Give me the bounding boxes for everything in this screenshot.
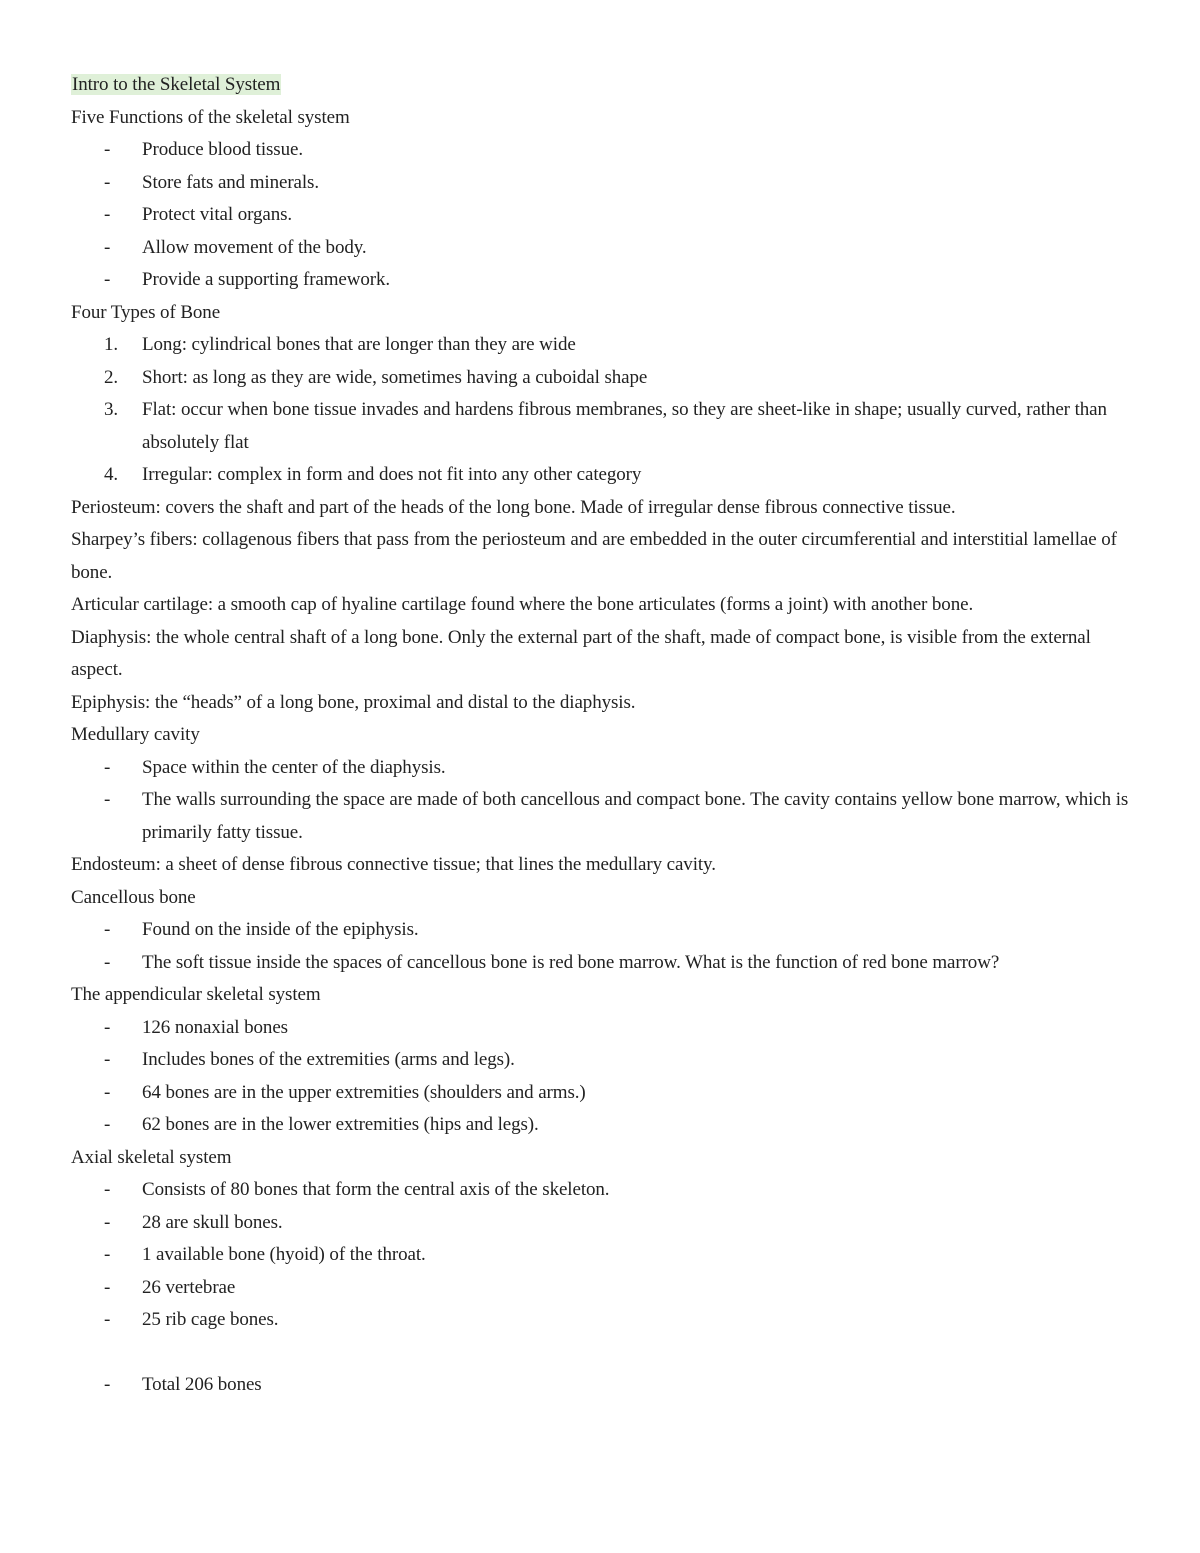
item-number: 2. [104, 366, 119, 388]
list-item-text: 1 available bone (hyoid) of the throat. [142, 1244, 426, 1265]
bullet-marker: - [104, 919, 111, 940]
numbered-item [71, 362, 1133, 395]
bone-types-list [71, 329, 1133, 492]
functions-list [71, 134, 1133, 297]
list-item-text: Consists of 80 bones that form the central axis of the skeleton. [142, 1179, 610, 1200]
list-item [71, 1012, 1133, 1045]
bullet-marker: - [104, 269, 111, 290]
epiphysis-definition: Epiphysis: the “heads” of a long bone, proximal and distal to the diaphysis. [71, 691, 636, 713]
articular-definition: Articular cartilage: a smooth cap of hyaline cartilage found where the bone articulates (forms a joint) with another bone. [71, 594, 974, 615]
functions-heading: Five Functions of the skeletal system [71, 106, 350, 128]
item-number: 3. [104, 399, 119, 420]
list-item [71, 199, 1133, 232]
diaphysis-definition: Diaphysis: the whole central shaft of a long bone. Only the external part of the shaft, made of compact bone, is visible from the external aspect. [71, 626, 1091, 680]
list-item-text: The soft tissue inside the spaces of cancellous bone is red bone marrow. What is the function of red bone marrow? [142, 951, 1000, 973]
list-item [71, 784, 1133, 849]
list-item [71, 1304, 1133, 1337]
bullet-marker: - [104, 1244, 111, 1265]
bullet-marker: - [104, 951, 111, 973]
list-item-text: Found on the inside of the epiphysis. [142, 919, 419, 940]
page-title [71, 69, 1133, 102]
appendicular-list [71, 1012, 1133, 1142]
list-item [71, 232, 1133, 265]
list-item [71, 1272, 1133, 1305]
bullet-marker: - [104, 236, 111, 258]
list-item-text: 62 bones are in the lower extremities (hips and legs). [142, 1114, 539, 1135]
blank-line [71, 1337, 1133, 1370]
list-item [71, 914, 1133, 947]
list-item-text: Produce blood tissue. [142, 139, 303, 160]
bullet-marker: - [104, 139, 111, 160]
list-item [71, 1207, 1133, 1240]
list-item-text: The walls surrounding the space are made of both cancellous and compact bone. The cavity contains yellow bone marrow, which is primarily fatty tissue. [142, 789, 1129, 843]
list-item [71, 134, 1133, 167]
list-item-text: Provide a supporting framework. [142, 269, 391, 290]
bullet-marker: - [104, 789, 111, 810]
bone-types-heading: Four Types of Bone [71, 301, 221, 323]
numbered-item-text: Short: as long as they are wide, sometimes having a cuboidal shape [142, 366, 648, 388]
sharpey-definition: Sharpey’s fibers: collagenous fibers that pass from the periosteum and are embedded in the outer circumferential and interstitial lamellae of bone. [71, 529, 1117, 583]
medullary-heading: Medullary cavity [71, 724, 200, 745]
bullet-marker: - [104, 1016, 111, 1038]
numbered-item [71, 394, 1133, 459]
bullet-marker: - [104, 1114, 111, 1135]
list-item-text: Includes bones of the extremities (arms and legs). [142, 1049, 515, 1070]
endosteum-definition: Endosteum: a sheet of dense fibrous connective tissue; that lines the medullary cavity. [71, 854, 716, 875]
periosteum-definition: Periosteum: covers the shaft and part of the heads of the long bone. Made of irregular dense fibrous connective tissue. [71, 496, 956, 518]
bullet-marker: - [104, 1276, 111, 1298]
list-item-text: 25 rib cage bones. [142, 1309, 279, 1330]
list-item-text: Space within the center of the diaphysis. [142, 756, 446, 778]
numbered-item [71, 329, 1133, 362]
list-item-text: 126 nonaxial bones [142, 1016, 288, 1038]
bullet-marker: - [104, 171, 111, 193]
list-item-text: Store fats and minerals. [142, 171, 319, 193]
document-body [71, 69, 1133, 1402]
list-item [71, 167, 1133, 200]
axial-heading: Axial skeletal system [71, 1146, 232, 1168]
list-item [71, 1077, 1133, 1110]
list-item [71, 947, 1133, 980]
bullet-marker: - [104, 204, 111, 225]
list-item [71, 264, 1133, 297]
bullet-marker: - [104, 1309, 111, 1330]
item-number: 4. [104, 464, 119, 485]
appendicular-heading: The appendicular skeletal system [71, 984, 321, 1005]
list-item [71, 1044, 1133, 1077]
list-item [71, 1174, 1133, 1207]
bullet-marker: - [104, 1081, 111, 1103]
bullet-marker: - [104, 1179, 111, 1200]
bullet-marker: - [104, 756, 111, 778]
list-item-text: Allow movement of the body. [142, 236, 367, 258]
cancellous-heading: Cancellous bone [71, 886, 196, 908]
total-list [71, 1369, 1133, 1402]
numbered-item-text: Flat: occur when bone tissue invades and hardens fibrous membranes, so they are sheet-like in shape; usually curved, rather than absolutely flat [142, 399, 1107, 453]
list-item-text: 28 are skull bones. [142, 1211, 283, 1233]
medullary-list [71, 752, 1133, 850]
numbered-item-text: Irregular: complex in form and does not fit into any other category [142, 464, 642, 485]
bullet-marker: - [104, 1049, 111, 1070]
list-item [71, 752, 1133, 785]
numbered-item-text: Long: cylindrical bones that are longer than they are wide [142, 334, 576, 355]
list-item-text: 64 bones are in the upper extremities (shoulders and arms.) [142, 1081, 586, 1103]
bullet-marker: - [104, 1211, 111, 1233]
numbered-item [71, 459, 1133, 492]
list-item-text: 26 vertebrae [142, 1276, 236, 1298]
title-highlight: Intro to the Skeletal System [72, 74, 281, 95]
list-item [71, 1369, 1133, 1402]
cancellous-list [71, 914, 1133, 979]
axial-list [71, 1174, 1133, 1337]
list-item [71, 1239, 1133, 1272]
list-item-text: Protect vital organs. [142, 204, 293, 225]
list-item [71, 1109, 1133, 1142]
bullet-marker: - [104, 1374, 111, 1395]
item-number: 1. [104, 334, 119, 355]
total-bones-text: Total 206 bones [142, 1374, 262, 1395]
